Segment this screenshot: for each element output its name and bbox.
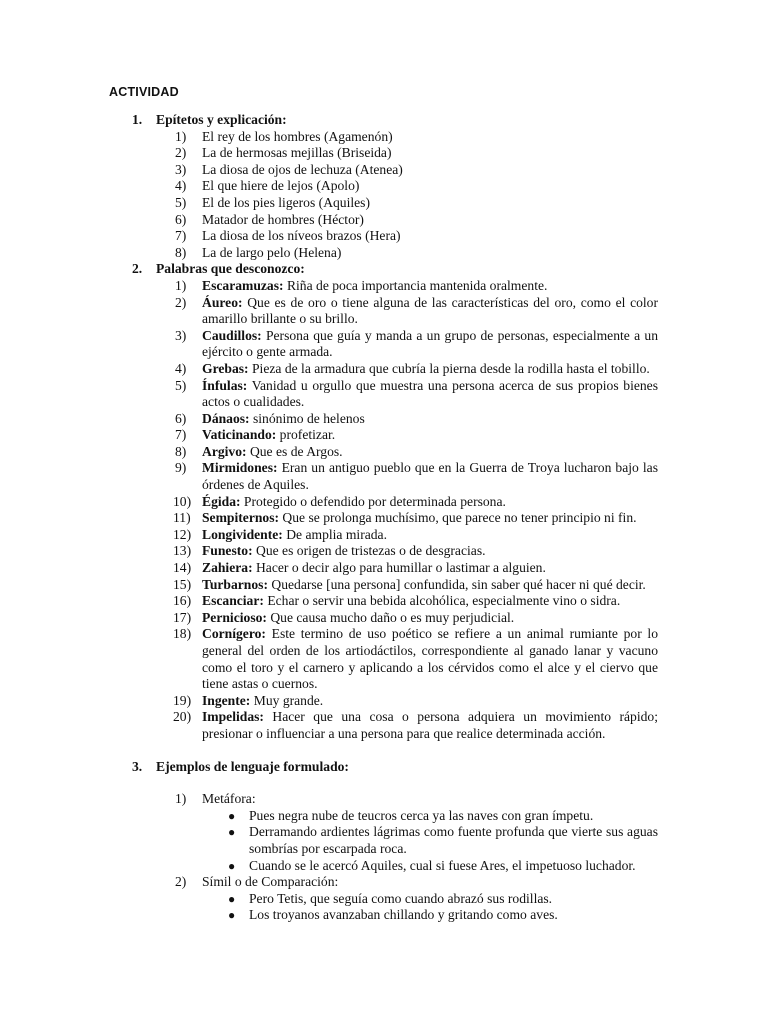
item-number: 8): [175, 443, 187, 459]
glossary-term: Ingente:: [202, 692, 251, 708]
list-item: [173, 543, 658, 560]
item-number: 4): [175, 178, 187, 194]
list-item: [175, 360, 658, 378]
item-number: 19): [173, 692, 192, 708]
item-number: 17): [173, 609, 192, 625]
item-number: 1): [175, 128, 187, 144]
bullet-text: Los troyanos avanzaban chillando y gritando como aves.: [249, 907, 558, 923]
bullet-text: Cuando se le acercó Aquiles, cual si fuese Ares, el impetuoso luchador.: [249, 857, 636, 873]
glossary-term: Turbarnos:: [202, 576, 268, 592]
item-number: 10): [173, 493, 192, 509]
item-text: La de hermosas mejillas (Briseida): [202, 145, 392, 161]
glossary-definition: Que causa mucho daño o es muy perjudicial.: [266, 609, 515, 625]
list-item: [175, 427, 658, 444]
list-item: [173, 626, 658, 692]
glossary-term: Pernicioso:: [202, 609, 267, 625]
item-text: El de los pies ligeros (Aquiles): [202, 194, 371, 210]
glossary-term: Impelidas:: [202, 709, 264, 725]
item-number: 20): [173, 709, 192, 725]
bullet-item: [228, 907, 658, 924]
list-item: [175, 228, 658, 245]
item-number: 2): [175, 145, 187, 161]
glossary-term: Cornígero:: [202, 626, 266, 642]
section-number: 2.: [132, 261, 143, 277]
item-number: 6): [175, 410, 187, 426]
item-number: 5): [175, 194, 187, 210]
list-item: [173, 593, 658, 610]
bullet-item: [228, 890, 658, 908]
item-text: Matador de hombres (Héctor): [202, 211, 364, 227]
glossary-definition: Riña de poca importancia mantenida oralmente.: [283, 277, 548, 293]
list-item: [175, 327, 658, 361]
glossary-term: Égida:: [202, 493, 241, 509]
bullet-text: Pues negra nube de teucros cerca ya las naves con gran ímpetu.: [249, 807, 594, 823]
list-item: [175, 145, 658, 162]
glossary-definition: Que se prolonga muchísimo, que parece no tener principio ni fin.: [279, 510, 637, 526]
section-1: [132, 112, 658, 261]
document-body: [0, 112, 768, 924]
glossary-term: Longividente:: [202, 526, 283, 542]
item-number: 12): [173, 526, 192, 542]
bullet-text: Derramando ardientes lágrimas como fuente profunda que vierte sus aguas sombrías por escarpada roca.: [249, 824, 658, 856]
section-number: 1.: [132, 112, 143, 127]
list-item: [175, 874, 658, 891]
item-number: 3): [175, 161, 187, 177]
item-number: 13): [173, 543, 192, 559]
list-item: [175, 443, 658, 461]
item-text: Símil o de Comparación:: [202, 874, 339, 890]
list-item: [175, 791, 658, 808]
glossary-term: Argivo:: [202, 443, 247, 459]
bullet-dot-icon: ●: [228, 825, 236, 840]
item-number: 16): [173, 593, 192, 609]
glossary-definition: Hacer o decir algo para humillar o lastimar a alguien.: [252, 560, 546, 576]
glossary-definition: profetizar.: [276, 427, 336, 443]
item-text: El que hiere de lejos (Apolo): [202, 178, 360, 194]
section-2: [132, 261, 658, 742]
glossary-definition: Este termino de uso poético se refiere a un animal rumiante por lo general del orden de los artiodáctilos, correspondiente al ganado lanar y vacuno como el toro y el carnero y aplicando a los cérvidos como el alce y el ciervo que tiene astas o cuernos.: [202, 626, 658, 692]
glossary-definition: Pieza de la armadura que cubría la pierna desde la rodilla hasta el tobillo.: [248, 360, 650, 376]
bullet-dot-icon: ●: [228, 908, 236, 923]
section-heading: Epítetos y explicación:: [156, 112, 287, 127]
item-text: La diosa de los níveos brazos (Hera): [202, 228, 401, 244]
glossary-term: Vaticinando:: [202, 427, 277, 443]
list-item: [175, 244, 658, 262]
item-number: 11): [173, 510, 191, 526]
bullet-dot-icon: ●: [228, 858, 236, 873]
list-item: [175, 294, 658, 328]
list-item: [173, 576, 658, 594]
glossary-definition: De amplia mirada.: [282, 526, 387, 542]
item-number: 8): [175, 244, 187, 260]
item-number: 3): [175, 327, 187, 343]
item-number: 4): [175, 360, 187, 376]
list-item: [175, 377, 658, 411]
item-number: 14): [173, 560, 192, 576]
glossary-term: Sempiternos:: [202, 510, 280, 526]
bullet-dot-icon: ●: [228, 808, 236, 823]
glossary-term: Zahiera:: [202, 560, 253, 576]
item-number: 7): [175, 228, 187, 244]
list-item: [175, 211, 658, 229]
list-item: [175, 460, 658, 493]
item-number: 5): [175, 377, 187, 393]
list-item: [175, 128, 658, 146]
list-item: [173, 526, 658, 544]
item-number: 2): [175, 874, 187, 890]
list-item: [175, 194, 658, 212]
list-item: [175, 410, 658, 428]
item-text: Metáfora:: [202, 791, 256, 807]
item-text: El rey de los hombres (Agamenón): [202, 128, 393, 144]
glossary-term: Escanciar:: [202, 593, 264, 609]
bullet-item: [228, 807, 658, 825]
bullet-item: [228, 857, 658, 875]
glossary-definition: Hacer que una cosa o persona adquiera un movimiento rápido; presionar o influenciar a una persona para que realice determinada acción.: [202, 709, 658, 741]
item-text: La diosa de ojos de lechuza (Atenea): [202, 161, 403, 177]
list-item: [175, 161, 658, 179]
item-text: La de largo pelo (Helena): [202, 244, 342, 260]
glossary-definition: Que es de oro o tiene alguna de las características del oro, como el color amarillo brillante o su brillo.: [202, 294, 658, 327]
item-number: 9): [175, 460, 187, 476]
list-item: [173, 692, 658, 710]
glossary-definition: Eran un antiguo pueblo que en la Guerra de Troya lucharon bajo las órdenes de Aquiles.: [202, 460, 658, 493]
section-heading: Ejemplos de lenguaje formulado:: [156, 758, 349, 774]
section-3: [132, 759, 658, 924]
list-item: [173, 510, 658, 527]
glossary-term: Mirmidones:: [202, 460, 278, 476]
glossary-definition: Quedarse [una persona] confundida, sin saber qué hacer ni qué decir.: [267, 576, 646, 592]
bullet-dot-icon: ●: [228, 891, 236, 906]
glossary-definition: Vanidad u orgullo que muestra una persona acerca de sus propios bienes actos o cualidades.: [202, 377, 658, 410]
glossary-term: Ínfulas:: [202, 377, 248, 393]
glossary-term: Grebas:: [202, 360, 249, 376]
item-number: 18): [173, 626, 192, 642]
section-number: 3.: [132, 758, 143, 774]
list-item: [173, 609, 658, 627]
glossary-term: Funesto:: [202, 543, 253, 559]
item-number: 2): [175, 294, 187, 310]
glossary-term: Escaramuzas:: [202, 277, 284, 293]
glossary-definition: sinónimo de helenos: [249, 410, 365, 426]
glossary-term: Caudillos:: [202, 327, 262, 343]
list-item: [173, 493, 658, 511]
glossary-definition: Que es origen de tristezas o de desgracias.: [252, 543, 486, 559]
glossary-term: Áureo:: [202, 294, 243, 310]
list-item: [173, 709, 658, 742]
list-item: [175, 277, 658, 295]
item-number: 6): [175, 211, 187, 227]
item-number: 15): [173, 576, 192, 592]
document-title: ACTIVIDAD: [109, 85, 179, 99]
bullet-text: Pero Tetis, que seguía como cuando abrazó sus rodillas.: [249, 890, 553, 906]
glossary-definition: Muy grande.: [250, 692, 324, 708]
section-heading: Palabras que desconozco:: [156, 261, 305, 277]
glossary-definition: Echar o servir una bebida alcohólica, especialmente vino o sidra.: [263, 593, 621, 609]
item-number: 1): [175, 277, 187, 293]
bullet-item: [228, 824, 658, 857]
glossary-definition: Que es de Argos.: [246, 443, 343, 459]
glossary-term: Dánaos:: [202, 410, 250, 426]
item-number: 1): [175, 791, 187, 807]
glossary-definition: Persona que guía y manda a un grupo de personas, especialmente a un ejército o gente armada.: [202, 327, 658, 360]
list-item: [173, 560, 658, 577]
glossary-definition: Protegido o defendido por determinada persona.: [240, 493, 506, 509]
list-item: [175, 178, 658, 195]
item-number: 7): [175, 427, 187, 443]
